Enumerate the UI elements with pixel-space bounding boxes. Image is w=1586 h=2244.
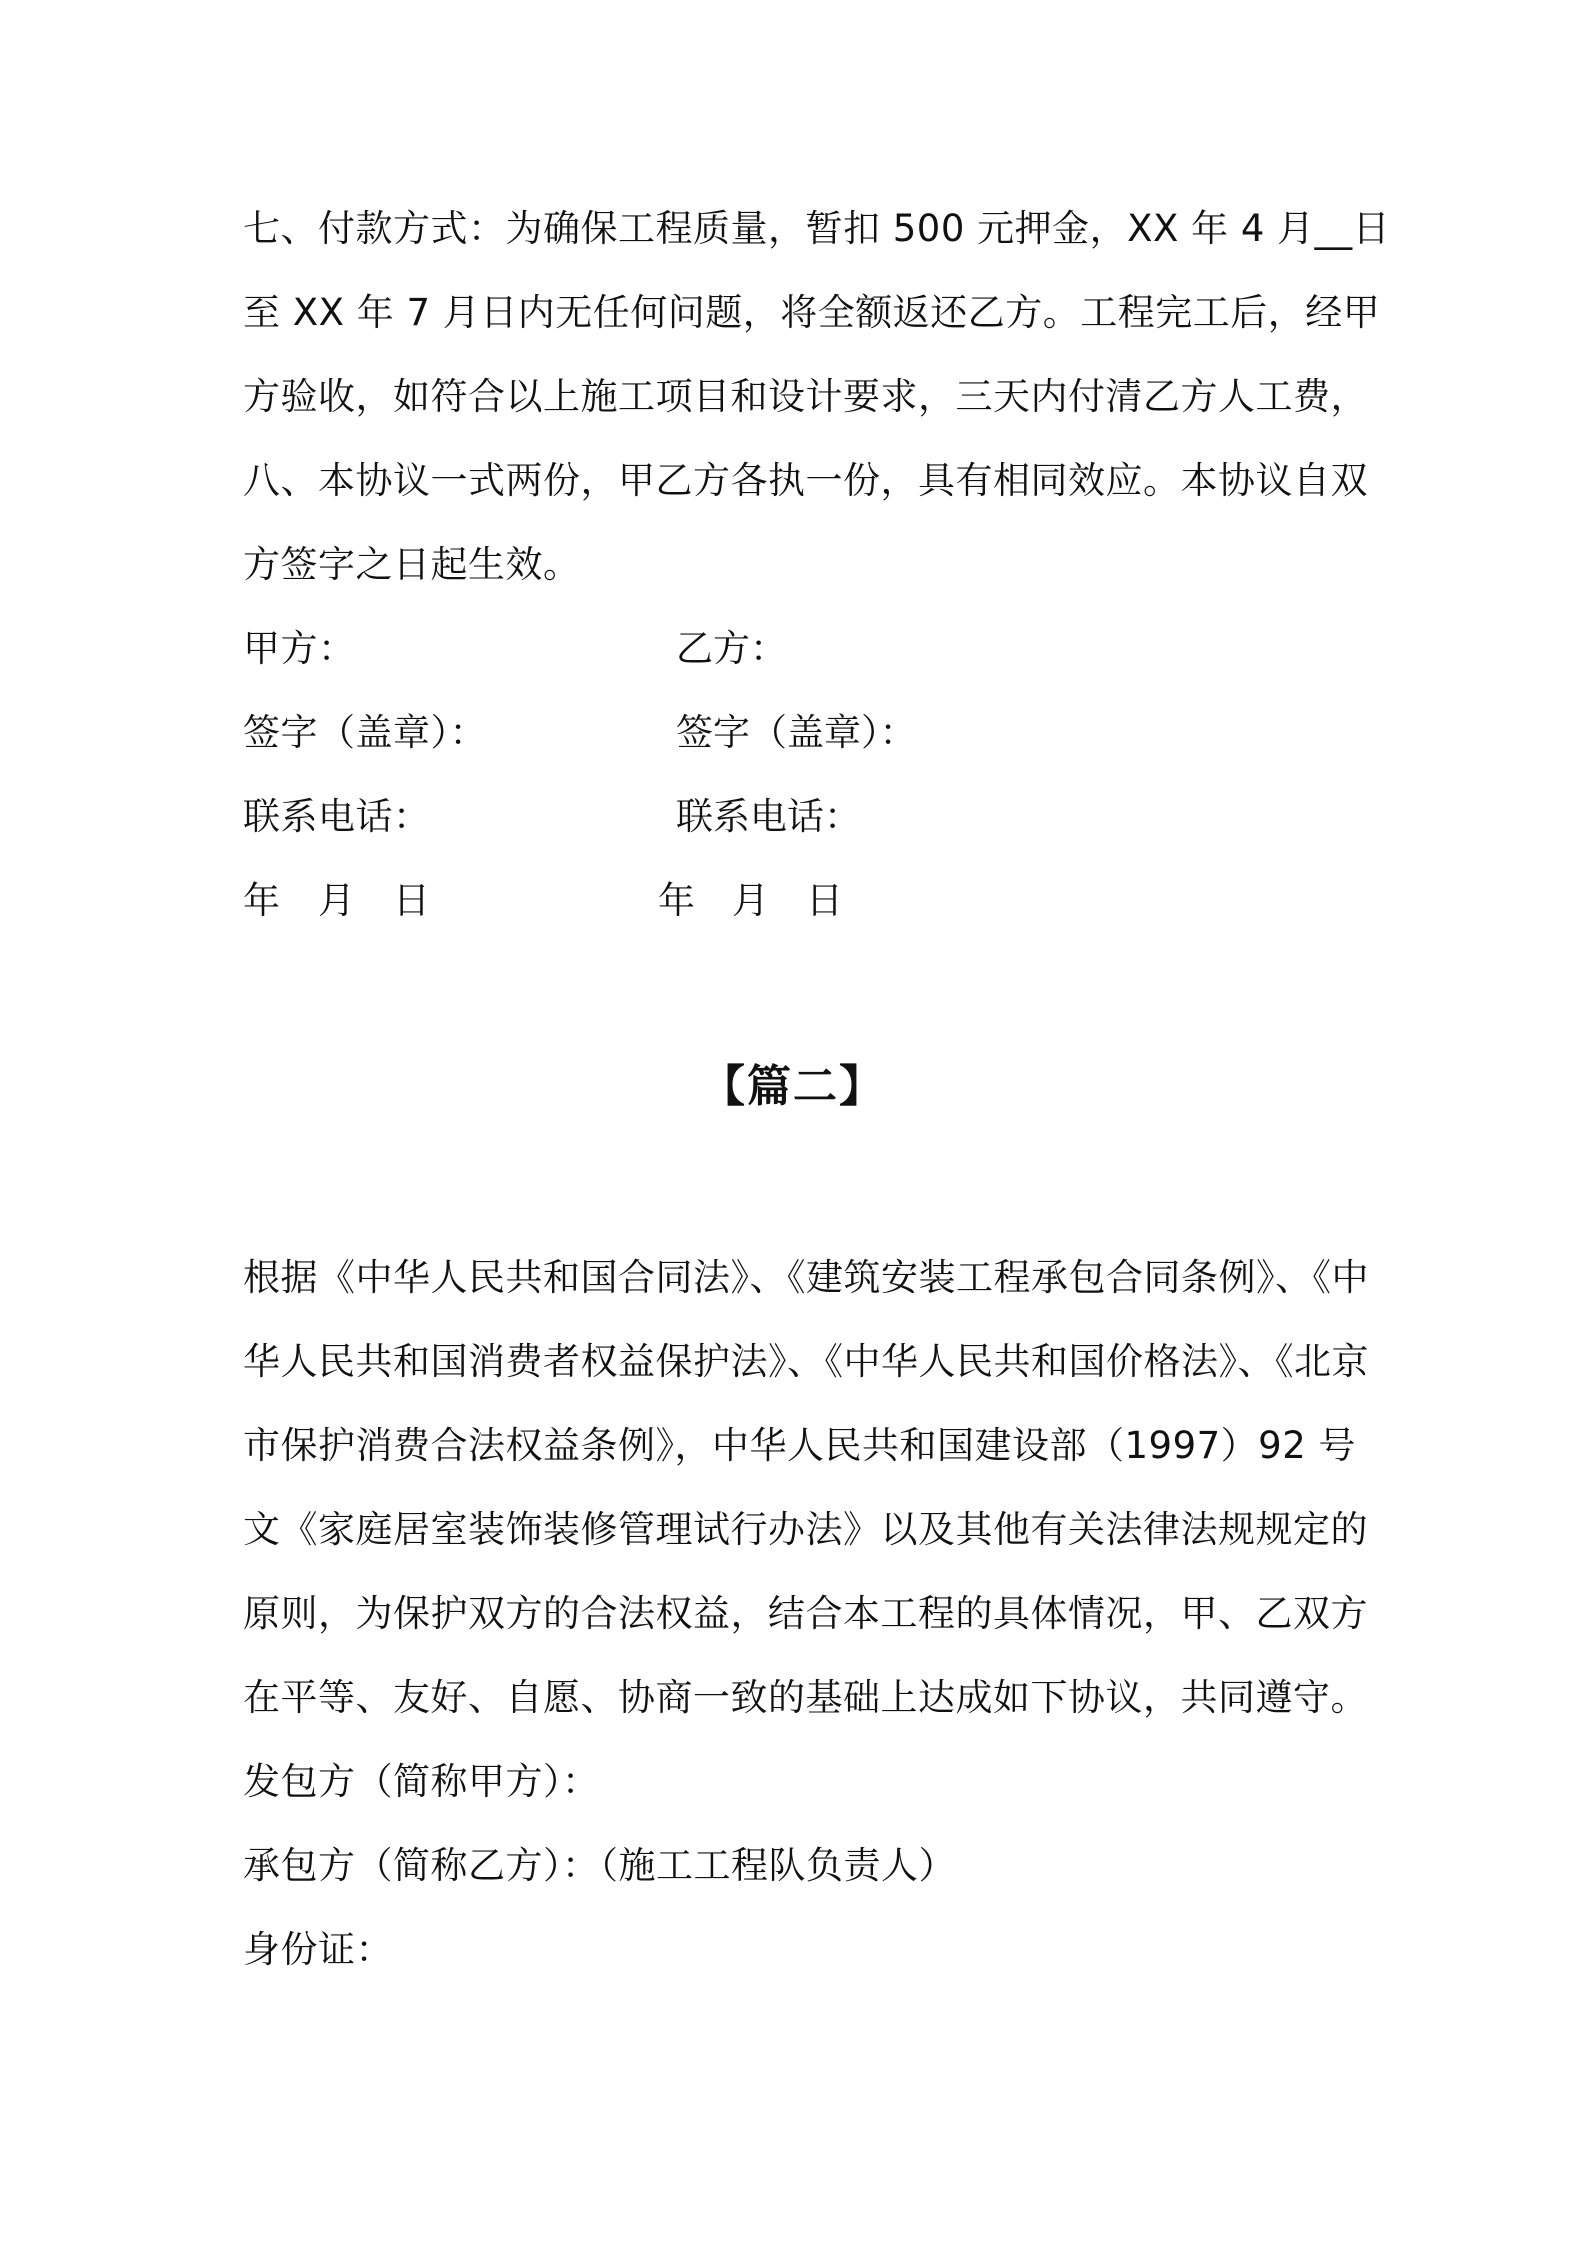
employer-label: 发包方（简称甲方）：: [243, 1760, 600, 1803]
sign-a-label: 签字（盖章）：: [243, 711, 487, 754]
party-a-label: 甲方：: [243, 627, 356, 670]
paragraph-line: 文《家庭居室装饰装修管理试行办法》以及其他有关法律法规规定的: [243, 1508, 1368, 1551]
paragraph-line: 八、本协议一式两份，甲乙方各执一份，具有相同效应。本协议自双: [243, 459, 1368, 502]
paragraph-line: 方验收，如符合以上施工项目和设计要求，三天内付清乙方人工费，: [243, 375, 1368, 418]
party-b-label: 乙方：: [676, 627, 787, 670]
paragraph-line: 原则，为保护双方的合法权益，结合本工程的具体情况，甲、乙双方: [243, 1592, 1368, 1635]
phone-b-label: 联系电话：: [676, 795, 861, 838]
paragraph-line: 市保护消费合法权益条例》，中华人民共和国建设部（1997）92 号: [243, 1424, 1357, 1467]
id-card-label: 身份证：: [243, 1928, 393, 1971]
paragraph-line: 七、付款方式：为确保工程质量，暂扣 500 元押金，XX 年 4 月__日: [243, 207, 1391, 250]
sign-b-label: 签字（盖章）：: [676, 711, 917, 754]
paragraph-line: 根据《中华人民共和国合同法》、《建筑安装工程承包合同条例》、《中: [243, 1256, 1369, 1299]
paragraph-line: 方签字之日起生效。: [243, 543, 581, 586]
contractor-label: 承包方（简称乙方）：（施工工程队负责人）: [243, 1844, 956, 1887]
paragraph-line: 在平等、友好、自愿、协商一致的基础上达成如下协议，共同遵守。: [243, 1676, 1368, 1719]
paragraph-line: 至 XX 年 7 月日内无任何问题，将全额返还乙方。工程完工后，经甲: [243, 291, 1381, 334]
phone-a-label: 联系电话：: [243, 795, 431, 838]
paragraph-line: 华人民共和国消费者权益保护法》、《中华人民共和国价格法》、《北京: [243, 1340, 1369, 1383]
section-heading: 【篇二】: [701, 1061, 885, 1112]
date-b-label: 年 月 日: [658, 879, 843, 922]
date-a-label: 年 月 日: [243, 879, 431, 922]
